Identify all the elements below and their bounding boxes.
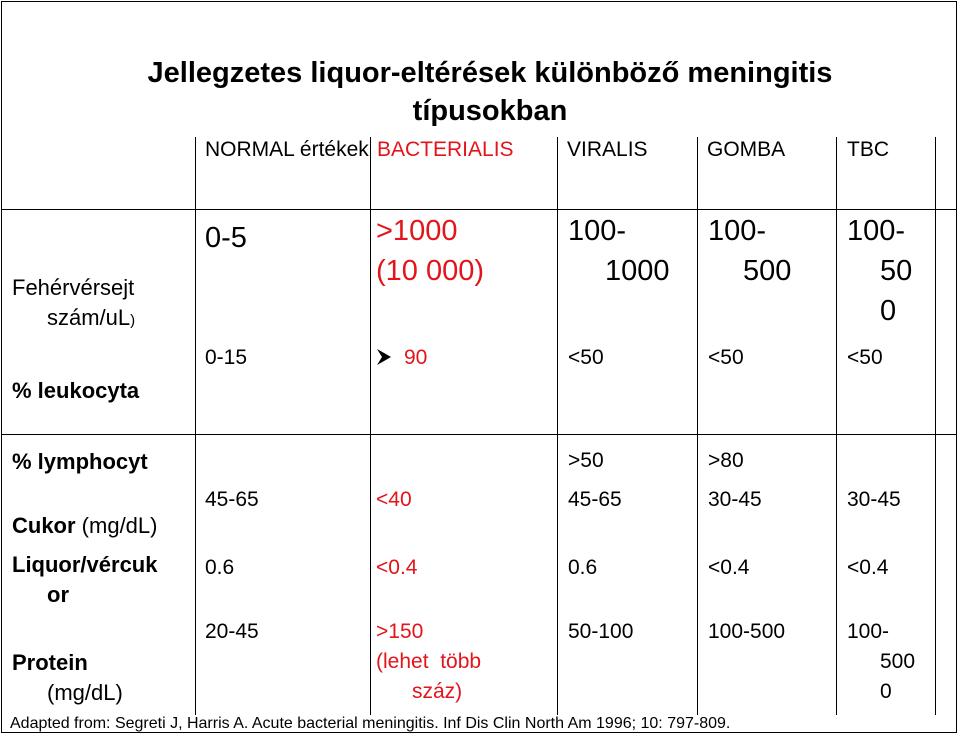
cell-protein-bacterial: (lehet több [376,650,482,673]
grid-line [2,434,956,435]
column-header-tbc: TBC [847,138,889,161]
row-label-protein: Protein [12,650,88,675]
cell-wbc-viral: 100- [568,215,627,247]
grid-line [697,137,698,715]
row-label-protein: (mg/dL) [47,680,123,705]
cell-protein-bacterial: száz) [412,680,463,703]
row-label-glucose [12,511,157,541]
row-label-ratio: Liquor/vércuk [12,552,158,577]
cell-wbc-normal: 0-5 [205,222,247,254]
cell-ratio-bacterial: <0.4 [376,556,418,579]
cell-protein-bacterial: >150 [376,620,424,643]
cell-leuko-normal: 0-15 [205,346,248,369]
cell-protein-tbc: 100- [847,620,890,643]
cell-wbc-tbc: 50 [880,255,913,287]
cell-ratio-viral: 0.6 [568,556,598,579]
row-label-leukocyte: % leukocyta [12,378,140,403]
row-label-wbc-suffix: ) [130,312,136,329]
grid-line [557,137,558,715]
cell-glucose-tbc: 30-45 [847,488,901,511]
cell-glucose-fungal: 30-45 [708,488,762,511]
cell-leuko-fungal: <50 [708,346,744,369]
cell-wbc-tbc: 100- [847,215,906,247]
slide-title: típusokban [412,95,568,127]
source-citation: Adapted from: Segreti J, Harris A. Acute bacterial meningitis. Inf Dis Clin North Am 1996; 10: 797-809. [10,715,731,732]
cell-lympho-fungal: >80 [708,449,744,472]
grid-line [195,137,196,715]
cell-leuko-tbc: <50 [847,346,883,369]
cell-protein-viral: 50-100 [568,620,634,643]
column-header-fungal: GOMBA [707,138,786,161]
row-label-lymphocyte: % lymphocyt [12,449,148,474]
cell-glucose-viral: 45-65 [568,488,622,511]
cell-ratio-normal: 0.6 [205,556,235,579]
cell-protein-normal: 20-45 [205,620,259,643]
cell-wbc-tbc: 0 [880,295,897,327]
slide-title: Jellegzetes liquor-eltérések különböző meningitis [147,57,833,89]
cell-wbc-fungal: 500 [743,255,792,287]
cell-protein-tbc: 500 [880,650,916,673]
cell-wbc-bacterial: >1000 [376,215,458,247]
cell-wbc-bacterial: (10 000) [376,255,485,287]
cell-glucose-bacterial: <40 [376,488,412,511]
cell-leuko-viral: <50 [568,346,604,369]
grid-line [370,137,371,715]
row-label-wbc-unit: szám/uL [47,305,131,330]
grid-line [836,137,837,715]
cell-lympho-viral: >50 [568,449,604,472]
cell-ratio-tbc: <0.4 [847,556,889,579]
arrow-bullet-icon [376,348,392,366]
row-label-glucose-unit: (mg/dL) [75,513,158,538]
cell-wbc-viral: 1000 [605,255,670,287]
cell-leuko-bacterial [376,346,427,370]
row-label-wbc [47,303,135,336]
cell-glucose-normal: 45-65 [205,488,259,511]
row-label-ratio: or [47,582,69,607]
cell-protein-tbc: 0 [880,680,892,703]
cell-wbc-fungal: 100- [708,215,767,247]
column-header-bacterial: BACTERIALIS [377,138,514,161]
cell-protein-fungal: 100-500 [708,620,786,643]
column-header-viral: VIRALIS [567,138,648,161]
column-header-normal: NORMAL értékek [205,138,369,161]
row-label-glucose-name: Cukor [12,513,76,538]
grid-line [2,209,956,210]
cell-leuko-bacterial-value: 90 [404,346,428,369]
cell-ratio-fungal: <0.4 [708,556,750,579]
grid-line [935,137,936,715]
row-label-wbc: Fehérvérsejt [12,275,135,300]
